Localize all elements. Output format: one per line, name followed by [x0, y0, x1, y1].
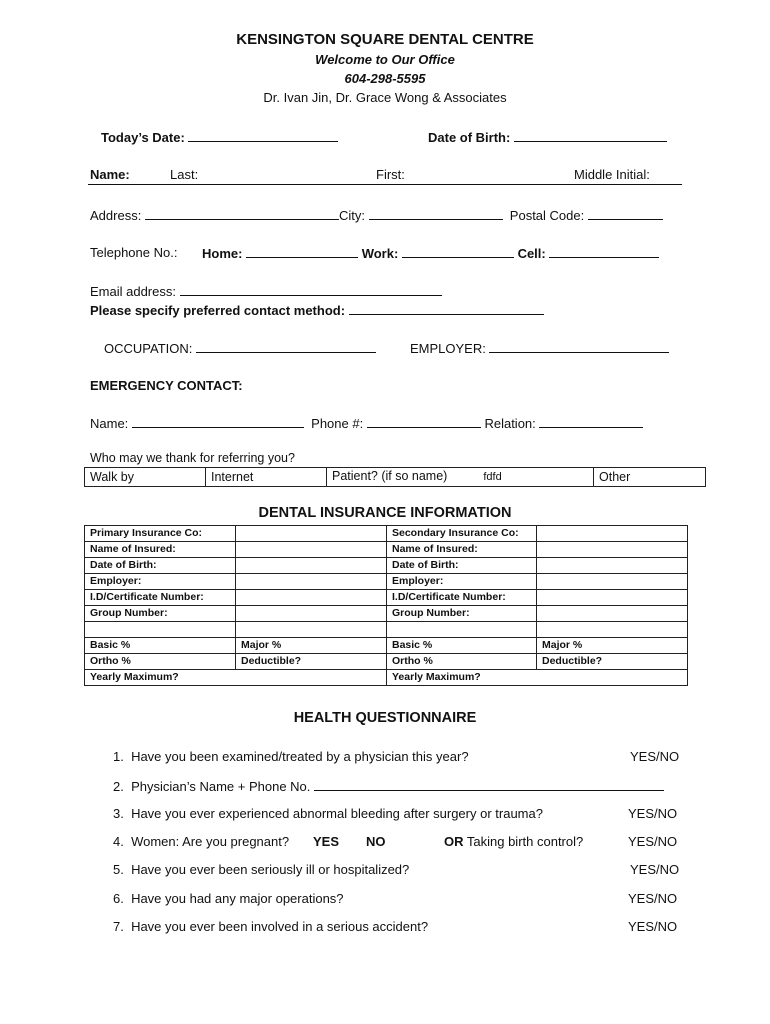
name-label: Name: [90, 167, 130, 182]
secondary-basic-label[interactable]: Basic % [387, 638, 537, 654]
middle-initial-label: Middle Initial: [574, 167, 650, 182]
todays-date-label: Today’s Date: [101, 129, 338, 145]
question-6-yes-no[interactable]: YES/NO [628, 891, 678, 906]
doctor-list: Dr. Ivan Jin, Dr. Grace Wong & Associates [263, 90, 507, 105]
emergency-name-field[interactable] [132, 415, 304, 428]
referral-patient-name[interactable]: fdfd [483, 471, 502, 483]
referral-question: Who may we thank for referring you? [90, 451, 295, 465]
telephone-row: Home: Work: Cell: [202, 245, 659, 261]
referral-option-walk-by[interactable]: Walk by [85, 468, 206, 487]
secondary-ortho-label[interactable]: Ortho % [387, 654, 537, 670]
primary-employer-label: Employer: [85, 574, 236, 590]
question-1-yes-no[interactable]: YES/NO [630, 749, 680, 764]
primary-employer-field[interactable] [236, 574, 387, 590]
blank-cell[interactable] [85, 622, 236, 638]
secondary-deductible-label[interactable]: Deductible? [537, 654, 688, 670]
referral-option-internet[interactable]: Internet [206, 468, 327, 487]
question-2: 2. Physician’s Name + Phone No. [113, 778, 664, 794]
question-5-yes-no[interactable]: YES/NO [630, 862, 680, 877]
health-heading: HEALTH QUESTIONNAIRE [293, 710, 477, 726]
work-phone-field[interactable] [402, 245, 514, 258]
primary-id-label: I.D/Certificate Number: [85, 590, 236, 606]
dob-label: Date of Birth: [428, 129, 667, 145]
dob-field[interactable] [514, 129, 667, 142]
blank-cell[interactable] [236, 622, 387, 638]
question-4: 4. Women: Are you pregnant? [113, 834, 290, 849]
secondary-dob-label: Date of Birth: [387, 558, 537, 574]
insurance-heading: DENTAL INSURANCE INFORMATION [258, 505, 512, 521]
secondary-insured-field[interactable] [537, 542, 688, 558]
primary-group-field[interactable] [236, 606, 387, 622]
clinic-phone: 604-298-5595 [344, 71, 426, 86]
question-4-yes[interactable]: YES [313, 834, 340, 849]
referral-option-other[interactable]: Other [594, 468, 706, 487]
email-field[interactable] [180, 283, 442, 296]
insurance-table [84, 525, 688, 686]
clinic-name: KENSINGTON SQUARE DENTAL CENTRE [236, 31, 534, 48]
secondary-group-label: Group Number: [387, 606, 537, 622]
primary-dob-field[interactable] [236, 558, 387, 574]
question-5: 5. Have you ever been seriously ill or hospitalized? [113, 862, 410, 877]
blank-cell[interactable] [387, 622, 537, 638]
first-name-label: First: [376, 167, 405, 182]
employer-row: EMPLOYER: [410, 340, 669, 356]
referral-table [84, 467, 706, 487]
question-3-yes-no[interactable]: YES/NO [628, 806, 678, 821]
primary-insurance-label: Primary Insurance Co: [85, 526, 236, 542]
question-6: 6. Have you had any major operations? [113, 891, 344, 906]
primary-basic-label[interactable]: Basic % [85, 638, 236, 654]
primary-insurance-field[interactable] [236, 526, 387, 542]
secondary-insurance-label: Secondary Insurance Co: [387, 526, 537, 542]
employer-field[interactable] [489, 340, 669, 353]
primary-insured-label: Name of Insured: [85, 542, 236, 558]
secondary-insurance-field[interactable] [537, 526, 688, 542]
emergency-row: Name: Phone #: Relation: [90, 415, 643, 431]
secondary-employer-label: Employer: [387, 574, 537, 590]
occupation-field[interactable] [196, 340, 376, 353]
primary-group-label: Group Number: [85, 606, 236, 622]
primary-dob-label: Date of Birth: [85, 558, 236, 574]
physician-field[interactable] [314, 778, 664, 791]
question-3: 3. Have you ever experienced abnormal bleeding after surgery or trauma? [113, 806, 543, 821]
secondary-insured-label: Name of Insured: [387, 542, 537, 558]
emergency-relation-field[interactable] [539, 415, 643, 428]
primary-deductible-label[interactable]: Deductible? [236, 654, 387, 670]
contact-method-field[interactable] [349, 302, 544, 315]
secondary-major-label[interactable]: Major % [537, 638, 688, 654]
secondary-id-field[interactable] [537, 590, 688, 606]
city-field[interactable] [369, 207, 503, 220]
primary-insured-field[interactable] [236, 542, 387, 558]
name-underline[interactable] [88, 184, 682, 185]
question-4-no[interactable]: NO [366, 834, 386, 849]
cell-phone-field[interactable] [549, 245, 659, 258]
blank-cell[interactable] [537, 622, 688, 638]
question-4-birth-control: OR Taking birth control? [444, 834, 584, 849]
primary-yearly-max-label[interactable]: Yearly Maximum? [85, 670, 387, 686]
question-7: 7. Have you ever been involved in a serious accident? [113, 919, 429, 934]
secondary-dob-field[interactable] [537, 558, 688, 574]
address-row: Address: City: Postal Code: [90, 207, 663, 223]
secondary-employer-field[interactable] [537, 574, 688, 590]
primary-major-label[interactable]: Major % [236, 638, 387, 654]
email-row: Email address: [90, 283, 442, 299]
address-field[interactable] [145, 207, 339, 220]
referral-option-patient[interactable]: Patient? (if so name) fdfd [327, 468, 594, 487]
secondary-yearly-max-label[interactable]: Yearly Maximum? [387, 670, 688, 686]
secondary-id-label: I.D/Certificate Number: [387, 590, 537, 606]
question-1: 1. Have you been examined/treated by a physician this year? [113, 749, 469, 764]
secondary-group-field[interactable] [537, 606, 688, 622]
telephone-label: Telephone No.: [90, 245, 178, 260]
occupation-row: OCCUPATION: [104, 340, 376, 356]
primary-ortho-label[interactable]: Ortho % [85, 654, 236, 670]
question-4-yes-no[interactable]: YES/NO [628, 834, 678, 849]
welcome-text: Welcome to Our Office [315, 52, 455, 67]
emergency-heading: EMERGENCY CONTACT: [90, 378, 243, 393]
primary-id-field[interactable] [236, 590, 387, 606]
postal-code-field[interactable] [588, 207, 663, 220]
contact-method-row: Please specify preferred contact method: [90, 302, 544, 318]
question-7-yes-no[interactable]: YES/NO [628, 919, 678, 934]
emergency-phone-field[interactable] [367, 415, 481, 428]
home-phone-field[interactable] [246, 245, 358, 258]
last-name-label: Last: [170, 167, 199, 182]
todays-date-field[interactable] [188, 129, 338, 142]
